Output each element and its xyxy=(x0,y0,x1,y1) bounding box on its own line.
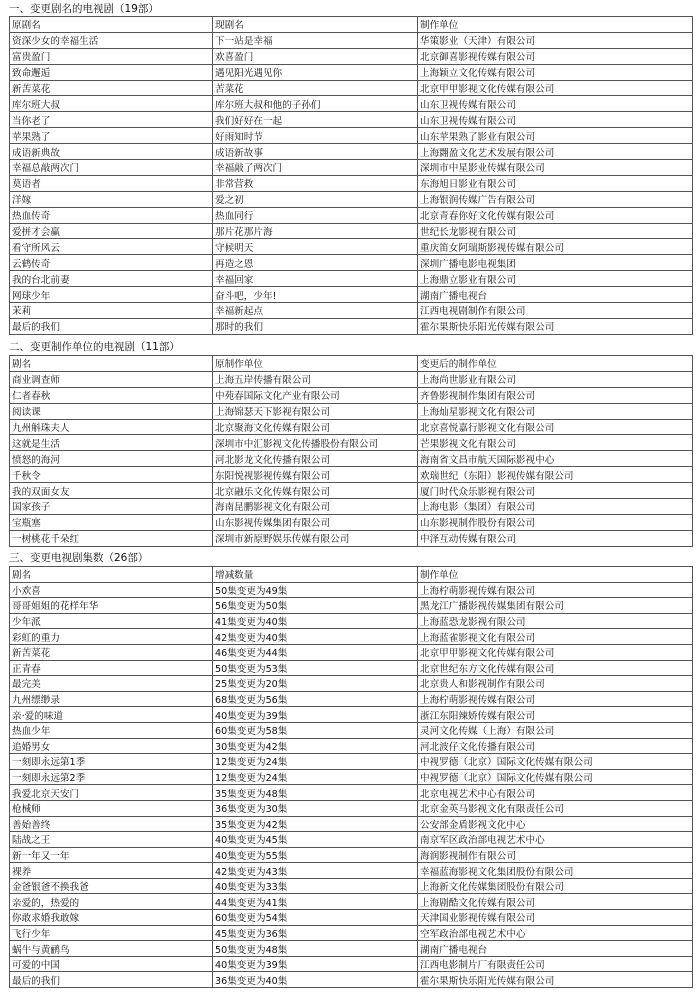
table-cell: 好雨知时节 xyxy=(213,128,418,144)
table-cell: 欢喜盈门 xyxy=(213,48,418,64)
section3-table xyxy=(9,566,693,988)
table-cell: 空军政治部电视艺术中心 xyxy=(418,925,693,941)
section2-table xyxy=(9,355,693,547)
table-cell: 上海翾盈文化艺术发展有限公司 xyxy=(418,144,693,160)
table-cell: 北京融乐文化传媒有限公司 xyxy=(213,483,418,499)
table-cell: 天津国业影视传媒有限公司 xyxy=(418,910,693,926)
table-cell: 热血传奇 xyxy=(10,207,213,223)
table-row xyxy=(10,629,693,645)
table-cell: 东阳悦视影视传媒有限公司 xyxy=(213,467,418,483)
table-row xyxy=(10,160,693,176)
table-cell: 幸福总敲两次门 xyxy=(10,160,213,176)
table-cell: 库尔班大叔 xyxy=(10,96,213,112)
table-cell: 公安部金盾影视文化中心 xyxy=(418,816,693,832)
table-row xyxy=(10,956,693,972)
table-cell: 亲·爱的味道 xyxy=(10,707,213,723)
table-cell: 山东卫视传媒有限公司 xyxy=(418,112,693,128)
table-cell: 热血同行 xyxy=(213,207,418,223)
table-row xyxy=(10,878,693,894)
column-header: 原剧名 xyxy=(10,17,213,33)
section2-title: 二、变更制作单位的电视剧（11部） xyxy=(9,341,180,353)
table-cell: 60集变更为58集 xyxy=(213,722,418,738)
table-row xyxy=(10,816,693,832)
table-row xyxy=(10,530,693,546)
table-row xyxy=(10,32,693,48)
table-cell: 我的双面女友 xyxy=(10,483,213,499)
table-cell: 小欢喜 xyxy=(10,582,213,598)
table-cell: 千秋令 xyxy=(10,467,213,483)
table-cell: 金爸银爸不换我爸 xyxy=(10,878,213,894)
table-cell: 芒果影视文化有限公司 xyxy=(418,435,693,451)
table-cell: 深圳广播电影电视集团 xyxy=(418,255,693,271)
table-cell: 42集变更为43集 xyxy=(213,863,418,879)
table-cell: 30集变更为42集 xyxy=(213,738,418,754)
table-cell: 上海灿星影视文化有限公司 xyxy=(418,403,693,419)
table-cell: 云鹤传奇 xyxy=(10,255,213,271)
table-cell: 36集变更为30集 xyxy=(213,800,418,816)
table-cell: 守候明天 xyxy=(213,239,418,255)
table-cell: 上海柠萌影视传媒有限公司 xyxy=(418,691,693,707)
table-cell: 洋嫁 xyxy=(10,191,213,207)
table-row xyxy=(10,644,693,660)
table-cell: 霍尔果斯快乐阳光传媒有限公司 xyxy=(418,972,693,988)
table-cell: 40集变更为33集 xyxy=(213,878,418,894)
table-row xyxy=(10,403,693,419)
table-row xyxy=(10,598,693,614)
table-row xyxy=(10,287,693,303)
table-cell: 华策影业（天津）有限公司 xyxy=(418,32,693,48)
table-cell: 黑龙江广播影视传媒集团有限公司 xyxy=(418,598,693,614)
table-cell: 这就是生活 xyxy=(10,435,213,451)
table-row xyxy=(10,785,693,801)
table-cell: 50集变更为48集 xyxy=(213,941,418,957)
table-cell: 北京青春你好文化传媒有限公司 xyxy=(418,207,693,223)
table-cell: 网球少年 xyxy=(10,287,213,303)
table-cell: 爱拼才会赢 xyxy=(10,223,213,239)
table-row xyxy=(10,722,693,738)
table-row xyxy=(10,318,693,334)
table-cell: 陆战之王 xyxy=(10,832,213,848)
table-cell: 上海尚世影业有限公司 xyxy=(418,371,693,387)
table-cell: 35集变更为48集 xyxy=(213,785,418,801)
table-cell: 下一站是幸福 xyxy=(213,32,418,48)
section1-title: 一、变更剧名的电视剧（19部） xyxy=(9,3,159,15)
table-row xyxy=(10,582,693,598)
table-header-row xyxy=(10,17,693,33)
table-cell: 河北影龙文化传播有限公司 xyxy=(213,451,418,467)
table-cell: 浙江东阳辣娇传媒有限公司 xyxy=(418,707,693,723)
table-row xyxy=(10,676,693,692)
column-header: 变更后的制作单位 xyxy=(418,356,693,372)
table-cell: 一树桃花千朵红 xyxy=(10,530,213,546)
table-cell: 最后的我们 xyxy=(10,318,213,334)
table-cell: 北京贵人和影视制作有限公司 xyxy=(418,676,693,692)
table-cell: 60集变更为54集 xyxy=(213,910,418,926)
table-cell: 北京甲甲影视文化传媒有限公司 xyxy=(418,644,693,660)
column-header: 剧名 xyxy=(10,567,213,583)
table-cell: 12集变更为24集 xyxy=(213,754,418,770)
table-cell: 12集变更为24集 xyxy=(213,769,418,785)
table-cell: 最后的我们 xyxy=(10,972,213,988)
table-row xyxy=(10,863,693,879)
table-cell: 江西电视剧制作有限公司 xyxy=(418,303,693,319)
table-cell: 遇见阳光遇见你 xyxy=(213,64,418,80)
table-cell: 九州缥缈录 xyxy=(10,691,213,707)
table-cell: 上海蓝雀影视文化有限公司 xyxy=(418,629,693,645)
table-cell: 44集变更为41集 xyxy=(213,894,418,910)
table-row xyxy=(10,847,693,863)
table-cell: 那片花那片海 xyxy=(213,223,418,239)
table-cell: 上海柠萌影视传媒有限公司 xyxy=(418,582,693,598)
table-cell: 东海旭日影业有限公司 xyxy=(418,175,693,191)
table-cell: 北京甲甲影视文化传媒有限公司 xyxy=(418,80,693,96)
table-cell: 河北波仔文化传播有限公司 xyxy=(418,738,693,754)
table-cell: 46集变更为44集 xyxy=(213,644,418,660)
table-row xyxy=(10,925,693,941)
table-cell: 南京军区政治部电视艺术中心 xyxy=(418,832,693,848)
table-cell: 上海新文化传媒集团股份有限公司 xyxy=(418,878,693,894)
table-cell: 上海电影（集团）有限公司 xyxy=(418,499,693,515)
table-cell: 上海蓝恐龙影视有限公司 xyxy=(418,613,693,629)
table-row xyxy=(10,800,693,816)
table-cell: 35集变更为42集 xyxy=(213,816,418,832)
table-cell: 茉莉 xyxy=(10,303,213,319)
table-cell: 北京御喜影视传媒有限公司 xyxy=(418,48,693,64)
table-cell: 海南昆鹏影视文化有限公司 xyxy=(213,499,418,515)
table-cell: 山东影视传媒集团有限公司 xyxy=(213,514,418,530)
table-cell: 一刻即永远第2季 xyxy=(10,769,213,785)
table-header-row xyxy=(10,567,693,583)
table-cell: 奋斗吧，少年! xyxy=(213,287,418,303)
table-cell: 愤怒的海河 xyxy=(10,451,213,467)
table-row xyxy=(10,371,693,387)
table-cell: 蜗牛与黄鹂鸟 xyxy=(10,941,213,957)
table-cell: 40集变更为45集 xyxy=(213,832,418,848)
column-header: 现剧名 xyxy=(213,17,418,33)
column-header: 增减数量 xyxy=(213,567,418,583)
table-cell: 库尔班大叔和他的子孙们 xyxy=(213,96,418,112)
table-cell: 宝瓶塞 xyxy=(10,514,213,530)
table-cell: 世纪长龙影视有限公司 xyxy=(418,223,693,239)
table-header-row xyxy=(10,356,693,372)
table-row xyxy=(10,435,693,451)
table-cell: 阅读课 xyxy=(10,403,213,419)
table-row xyxy=(10,691,693,707)
table-cell: 新一年又一年 xyxy=(10,847,213,863)
table-cell: 中视罗德（北京）国际文化传媒有限公司 xyxy=(418,769,693,785)
table-cell: 再造之恩 xyxy=(213,255,418,271)
table-cell: 25集变更为20集 xyxy=(213,676,418,692)
table-row xyxy=(10,175,693,191)
table-cell: 36集变更为40集 xyxy=(213,972,418,988)
table-cell: 上海银润传媒广告有限公司 xyxy=(418,191,693,207)
table-cell: 新苦菜花 xyxy=(10,644,213,660)
table-cell: 当你老了 xyxy=(10,112,213,128)
column-header: 制作单位 xyxy=(418,17,693,33)
table-cell: 中苑春国际文化产业有限公司 xyxy=(213,387,418,403)
table-cell: 深圳市中汇影视文化传播股份有限公司 xyxy=(213,435,418,451)
table-row xyxy=(10,303,693,319)
table-cell: 少年派 xyxy=(10,613,213,629)
table-cell: 深圳市新原野娱乐传媒有限公司 xyxy=(213,530,418,546)
section3-title: 三、变更电视剧集数（26部） xyxy=(9,552,149,564)
column-header: 剧名 xyxy=(10,356,213,372)
table-cell: 我们好好在一起 xyxy=(213,112,418,128)
table-cell: 致命邂逅 xyxy=(10,64,213,80)
table-cell: 裸养 xyxy=(10,863,213,879)
table-cell: 成语新故事 xyxy=(213,144,418,160)
table-cell: 42集变更为40集 xyxy=(213,629,418,645)
table-row xyxy=(10,467,693,483)
table-row xyxy=(10,832,693,848)
table-cell: 湖南广播电视台 xyxy=(418,941,693,957)
table-cell: 哥哥姐姐的花样年华 xyxy=(10,598,213,614)
table-cell: 40集变更为55集 xyxy=(213,847,418,863)
table-cell: 上海颖立文化传媒有限公司 xyxy=(418,64,693,80)
table-cell: 50集变更为49集 xyxy=(213,582,418,598)
table-cell: 成语新典故 xyxy=(10,144,213,160)
table-cell: 非常营救 xyxy=(213,175,418,191)
table-cell: 飞行少年 xyxy=(10,925,213,941)
table-cell: 枪械师 xyxy=(10,800,213,816)
table-row xyxy=(10,769,693,785)
table-cell: 最完美 xyxy=(10,676,213,692)
table-row xyxy=(10,80,693,96)
table-cell: 热血少年 xyxy=(10,722,213,738)
table-cell: 看守所风云 xyxy=(10,239,213,255)
table-cell: 上海鼎立影业有限公司 xyxy=(418,271,693,287)
table-cell: 北京聚海文化传媒有限公司 xyxy=(213,419,418,435)
table-cell: 湖南广播电视台 xyxy=(418,287,693,303)
table-cell: 重庆笛女阿瑞斯影视传媒有限公司 xyxy=(418,239,693,255)
table-cell: 45集变更为36集 xyxy=(213,925,418,941)
table-row xyxy=(10,191,693,207)
table-cell: 江西电影制片厂有限责任公司 xyxy=(418,956,693,972)
table-cell: 善始善终 xyxy=(10,816,213,832)
table-row xyxy=(10,613,693,629)
table-cell: 我爱北京天安门 xyxy=(10,785,213,801)
table-row xyxy=(10,387,693,403)
table-row xyxy=(10,419,693,435)
table-row xyxy=(10,128,693,144)
table-cell: 深圳市中星影业传媒有限公司 xyxy=(418,160,693,176)
table-row xyxy=(10,112,693,128)
column-header: 制作单位 xyxy=(418,567,693,583)
table-cell: 正青春 xyxy=(10,660,213,676)
table-cell: 41集变更为40集 xyxy=(213,613,418,629)
table-cell: 霍尔果斯快乐阳光传媒有限公司 xyxy=(418,318,693,334)
table-cell: 海南省文昌市航天国际影视中心 xyxy=(418,451,693,467)
table-cell: 资深少女的幸福生活 xyxy=(10,32,213,48)
table-row xyxy=(10,271,693,287)
table-cell: 68集变更为56集 xyxy=(213,691,418,707)
table-row xyxy=(10,941,693,957)
table-cell: 商业调查师 xyxy=(10,371,213,387)
table-cell: 40集变更为39集 xyxy=(213,707,418,723)
table-cell: 海润影视制作有限公司 xyxy=(418,847,693,863)
table-cell: 北京世纪东方文化传媒有限公司 xyxy=(418,660,693,676)
table-cell: 仁者春秋 xyxy=(10,387,213,403)
column-header: 原制作单位 xyxy=(213,356,418,372)
table-cell: 莫语者 xyxy=(10,175,213,191)
table-cell: 九州斛珠夫人 xyxy=(10,419,213,435)
table-cell: 山东苹果熟了影业有限公司 xyxy=(418,128,693,144)
table-row xyxy=(10,223,693,239)
table-cell: 可爱的中国 xyxy=(10,956,213,972)
table-cell: 亲爱的，热爱的 xyxy=(10,894,213,910)
table-cell: 50集变更为53集 xyxy=(213,660,418,676)
table-row xyxy=(10,972,693,988)
table-row xyxy=(10,64,693,80)
table-row xyxy=(10,451,693,467)
section1-table xyxy=(9,16,693,335)
table-cell: 彩虹的重力 xyxy=(10,629,213,645)
table-cell: 56集变更为50集 xyxy=(213,598,418,614)
table-cell: 苦菜花 xyxy=(213,80,418,96)
table-cell: 厦门时代众乐影视有限公司 xyxy=(418,483,693,499)
table-cell: 北京电视艺术中心有限公司 xyxy=(418,785,693,801)
table-cell: 苹果熟了 xyxy=(10,128,213,144)
table-row xyxy=(10,144,693,160)
table-row xyxy=(10,754,693,770)
table-row xyxy=(10,483,693,499)
table-row xyxy=(10,255,693,271)
table-cell: 上海锦瑟天下影视有限公司 xyxy=(213,403,418,419)
table-cell: 北京金英马影视文化有限责任公司 xyxy=(418,800,693,816)
table-cell: 那时的我们 xyxy=(213,318,418,334)
table-row xyxy=(10,499,693,515)
table-row xyxy=(10,239,693,255)
table-cell: 爱之初 xyxy=(213,191,418,207)
table-cell: 山东卫视传媒有限公司 xyxy=(418,96,693,112)
table-cell: 幸福蓝海影视文化集团股份有限公司 xyxy=(418,863,693,879)
table-cell: 40集变更为39集 xyxy=(213,956,418,972)
table-cell: 山东影视制作股份有限公司 xyxy=(418,514,693,530)
table-cell: 幸福敲了两次门 xyxy=(213,160,418,176)
table-row xyxy=(10,738,693,754)
table-row xyxy=(10,514,693,530)
table-cell: 中视罗德（北京）国际文化传媒有限公司 xyxy=(418,754,693,770)
table-cell: 你敢求婚我敢嫁 xyxy=(10,910,213,926)
table-cell: 中泽互动传媒有限公司 xyxy=(418,530,693,546)
table-row xyxy=(10,660,693,676)
table-cell: 新苦菜花 xyxy=(10,80,213,96)
table-cell: 灵河文化传媒（上海）有限公司 xyxy=(418,722,693,738)
table-cell: 国家孩子 xyxy=(10,499,213,515)
table-row xyxy=(10,96,693,112)
table-row xyxy=(10,894,693,910)
table-row xyxy=(10,910,693,926)
table-cell: 一刻即永远第1季 xyxy=(10,754,213,770)
table-cell: 追婚男女 xyxy=(10,738,213,754)
table-cell: 上海五岸传播有限公司 xyxy=(213,371,418,387)
table-cell: 欢瑞世纪（东阳）影视传媒有限公司 xyxy=(418,467,693,483)
table-cell: 齐鲁影视制作集团有限公司 xyxy=(418,387,693,403)
table-row xyxy=(10,48,693,64)
table-cell: 幸福新起点 xyxy=(213,303,418,319)
table-row xyxy=(10,207,693,223)
table-cell: 上海剧酷文化传媒有限公司 xyxy=(418,894,693,910)
table-row xyxy=(10,707,693,723)
table-cell: 富贵盈门 xyxy=(10,48,213,64)
table-cell: 北京喜悦嘉行影视文化有限公司 xyxy=(418,419,693,435)
table-cell: 幸福回家 xyxy=(213,271,418,287)
table-cell: 我的台北前妻 xyxy=(10,271,213,287)
